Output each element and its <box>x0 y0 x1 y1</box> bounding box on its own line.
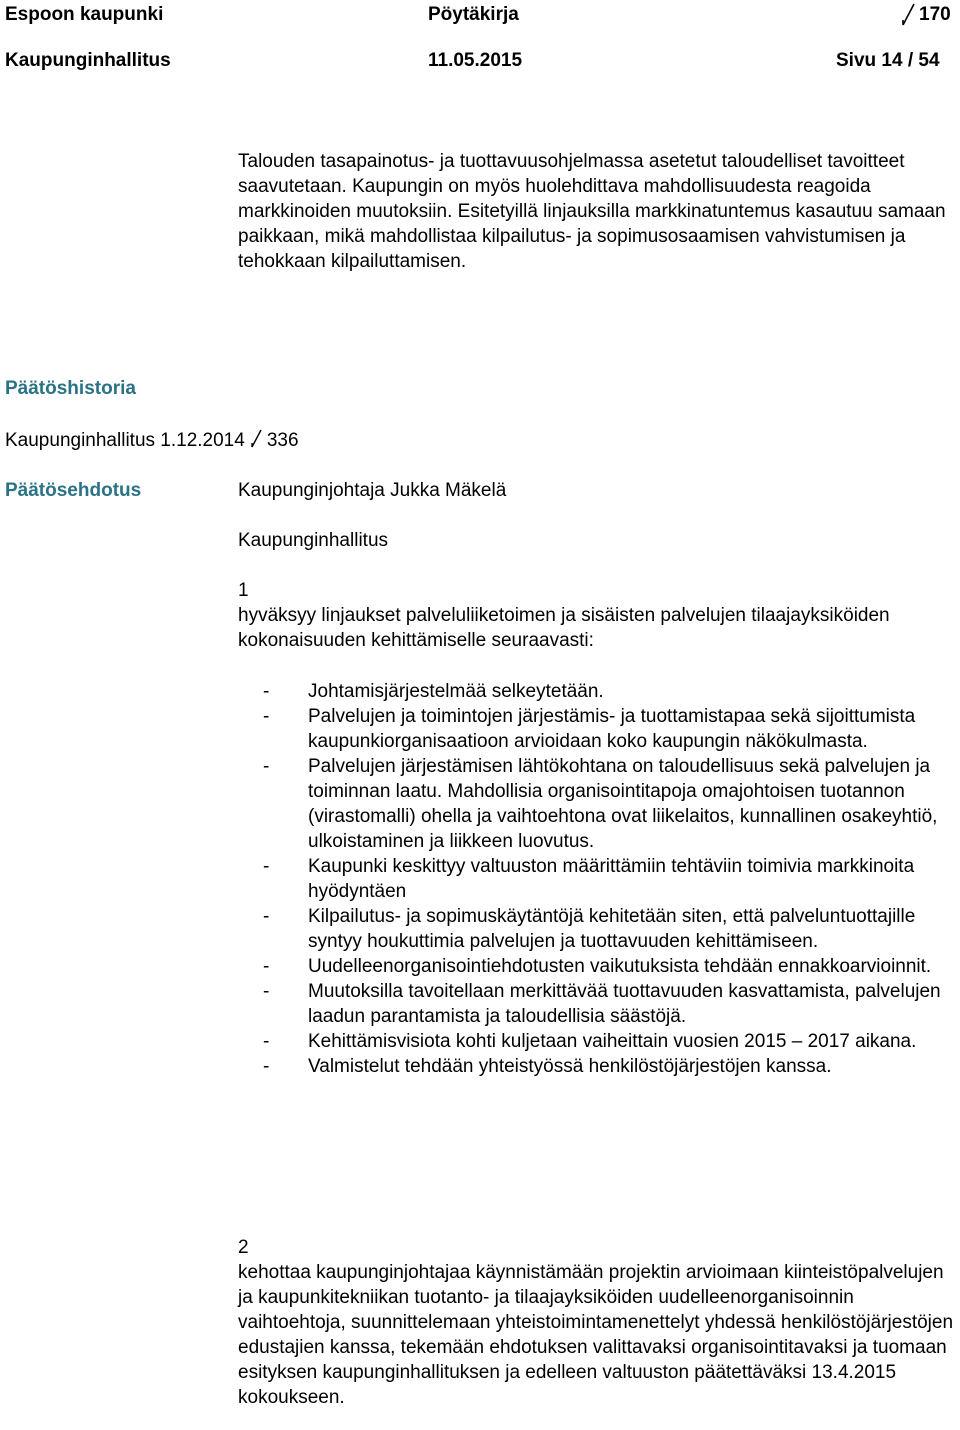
section-mark-icon <box>251 428 263 455</box>
bullet-text: Uudelleenorganisointiehdotusten vaikutuksista tehdään ennakkoarvioinnit. <box>308 956 932 977</box>
item-1-text <box>238 603 960 653</box>
header-doc-type: Pöytäkirja <box>428 4 519 25</box>
bullet-dash: - <box>263 706 270 727</box>
list-item <box>263 979 960 1029</box>
history-meeting <box>5 428 299 455</box>
bullet-dash: - <box>263 1031 270 1052</box>
bullet-text: Kilpailutus- ja sopimuskäytäntöjä kehitetään siten, että palveluntuottajille syntyy houkuttimia palvelujen ja tuottavuuden kehittämiseen. <box>308 906 916 952</box>
decider: Kaupunginhallitus <box>238 530 389 551</box>
bullet-text: Johtamisjärjestelmää selkeytetään. <box>308 681 604 702</box>
list-item <box>263 854 960 904</box>
bullet-dash: - <box>263 981 270 1002</box>
bullet-text: Palvelujen ja toimintojen järjestämis- ja tuottamistapaa sekä sijoittumista kaupunkiorganisaatioon arvioidaan koko kaupungin näkökulmasta. <box>308 706 916 752</box>
history-meeting-text: Kaupunginhallitus 1.12.2014 <box>5 430 245 451</box>
bullet-dash: - <box>263 756 270 777</box>
history-heading: Päätöshistoria <box>5 378 136 399</box>
bullet-text: Kehittämisvisiota kohti kuljetaan vaiheittain vuosien 2015 – 2017 aikana. <box>308 1031 917 1052</box>
bullet-dash: - <box>263 1056 270 1077</box>
header-page: Sivu 14 / 54 <box>836 50 940 71</box>
bullet-text: Valmistelut tehdään yhteistyössä henkilöstöjärjestöjen kanssa. <box>308 1056 832 1077</box>
list-item <box>263 679 960 704</box>
header-org: Espoon kaupunki <box>5 4 164 25</box>
proposer: Kaupunginjohtaja Jukka Mäkelä <box>238 480 507 501</box>
section-mark-icon <box>901 2 917 26</box>
list-item <box>263 1029 960 1054</box>
item-2-paragraph: kehottaa kaupunginjohtajaa käynnistämään projektin arvioimaan kiinteistöpalvelujen ja kaupunkitekniikan tuotanto- ja tilaajayksiköiden uudelleenorganisoinnin vaihtoehtoja, suunnittelemaan yhteistoimintamenettelyt yhdessä henkilöstöjärjestöjen edustajien kanssa, tekemään ehdotuksen valittavaksi organisointitavaksi ja tuomaan esityksen kaupunginhallituksen ja edelleen valtuuston päätettäväksi 13.4.2015 kokoukseen. <box>238 1262 954 1408</box>
header-section-number: 170 <box>919 4 951 25</box>
list-item <box>263 704 960 754</box>
header-date: 11.05.2015 <box>428 50 523 71</box>
list-item <box>263 904 960 954</box>
bullet-dash: - <box>263 856 270 877</box>
list-item <box>263 954 960 979</box>
history-meeting-section: 336 <box>266 430 299 451</box>
item-2-number: 2 <box>238 1237 249 1258</box>
bullet-text: Kaupunki keskittyy valtuuston määrittämiin tehtäviin toimivia markkinoita hyödyntäen <box>308 856 915 902</box>
item-2-text <box>238 1260 960 1410</box>
header-body: Kaupunginhallitus <box>5 50 171 71</box>
intro-paragraph <box>238 149 960 274</box>
bullet-dash: - <box>263 906 270 927</box>
list-item <box>263 1054 960 1079</box>
bullet-dash: - <box>263 681 270 702</box>
list-item <box>263 754 960 854</box>
item-1-number: 1 <box>238 580 249 601</box>
decision-bullet-list <box>263 679 960 1079</box>
intro-text: Talouden tasapainotus- ja tuottavuusohjelmassa asetetut taloudelliset tavoitteet saavutetaan. Kaupungin on myös huolehdittava mahdollisuudesta reagoida markkinoiden muutoksiin. Esitetyillä linjauksilla markkinatuntemus kasautuu samaan paikkaan, mikä mahdollistaa kilpailutus- ja sopimusosaamisen vahvistumisen ja tehokkaan kilpailuttamisen. <box>238 151 946 272</box>
item-1-paragraph: hyväksyy linjaukset palveluliiketoimen ja sisäisten palvelujen tilaajayksiköiden kokonaisuuden kehittämiselle seuraavasti: <box>238 605 890 651</box>
bullet-text: Palvelujen järjestämisen lähtökohtana on taloudellisuus sekä palvelujen ja toiminnan laatu. Mahdollisia organisointitapoja omajohtoisen tuotannon (virastomalli) ohella ja vaihtoehtona ovat liikelaitos, kunnallinen osakeyhtiö, ulkoistaminen ja liikkeen luovutus. <box>308 756 938 852</box>
bullet-text: Muutoksilla tavoitellaan merkittävää tuottavuuden kasvattamista, palvelujen laadun parantamista ja taloudellisia säästöjä. <box>308 981 941 1027</box>
proposal-label: Päätösehdotus <box>5 480 142 501</box>
bullet-dash: - <box>263 956 270 977</box>
